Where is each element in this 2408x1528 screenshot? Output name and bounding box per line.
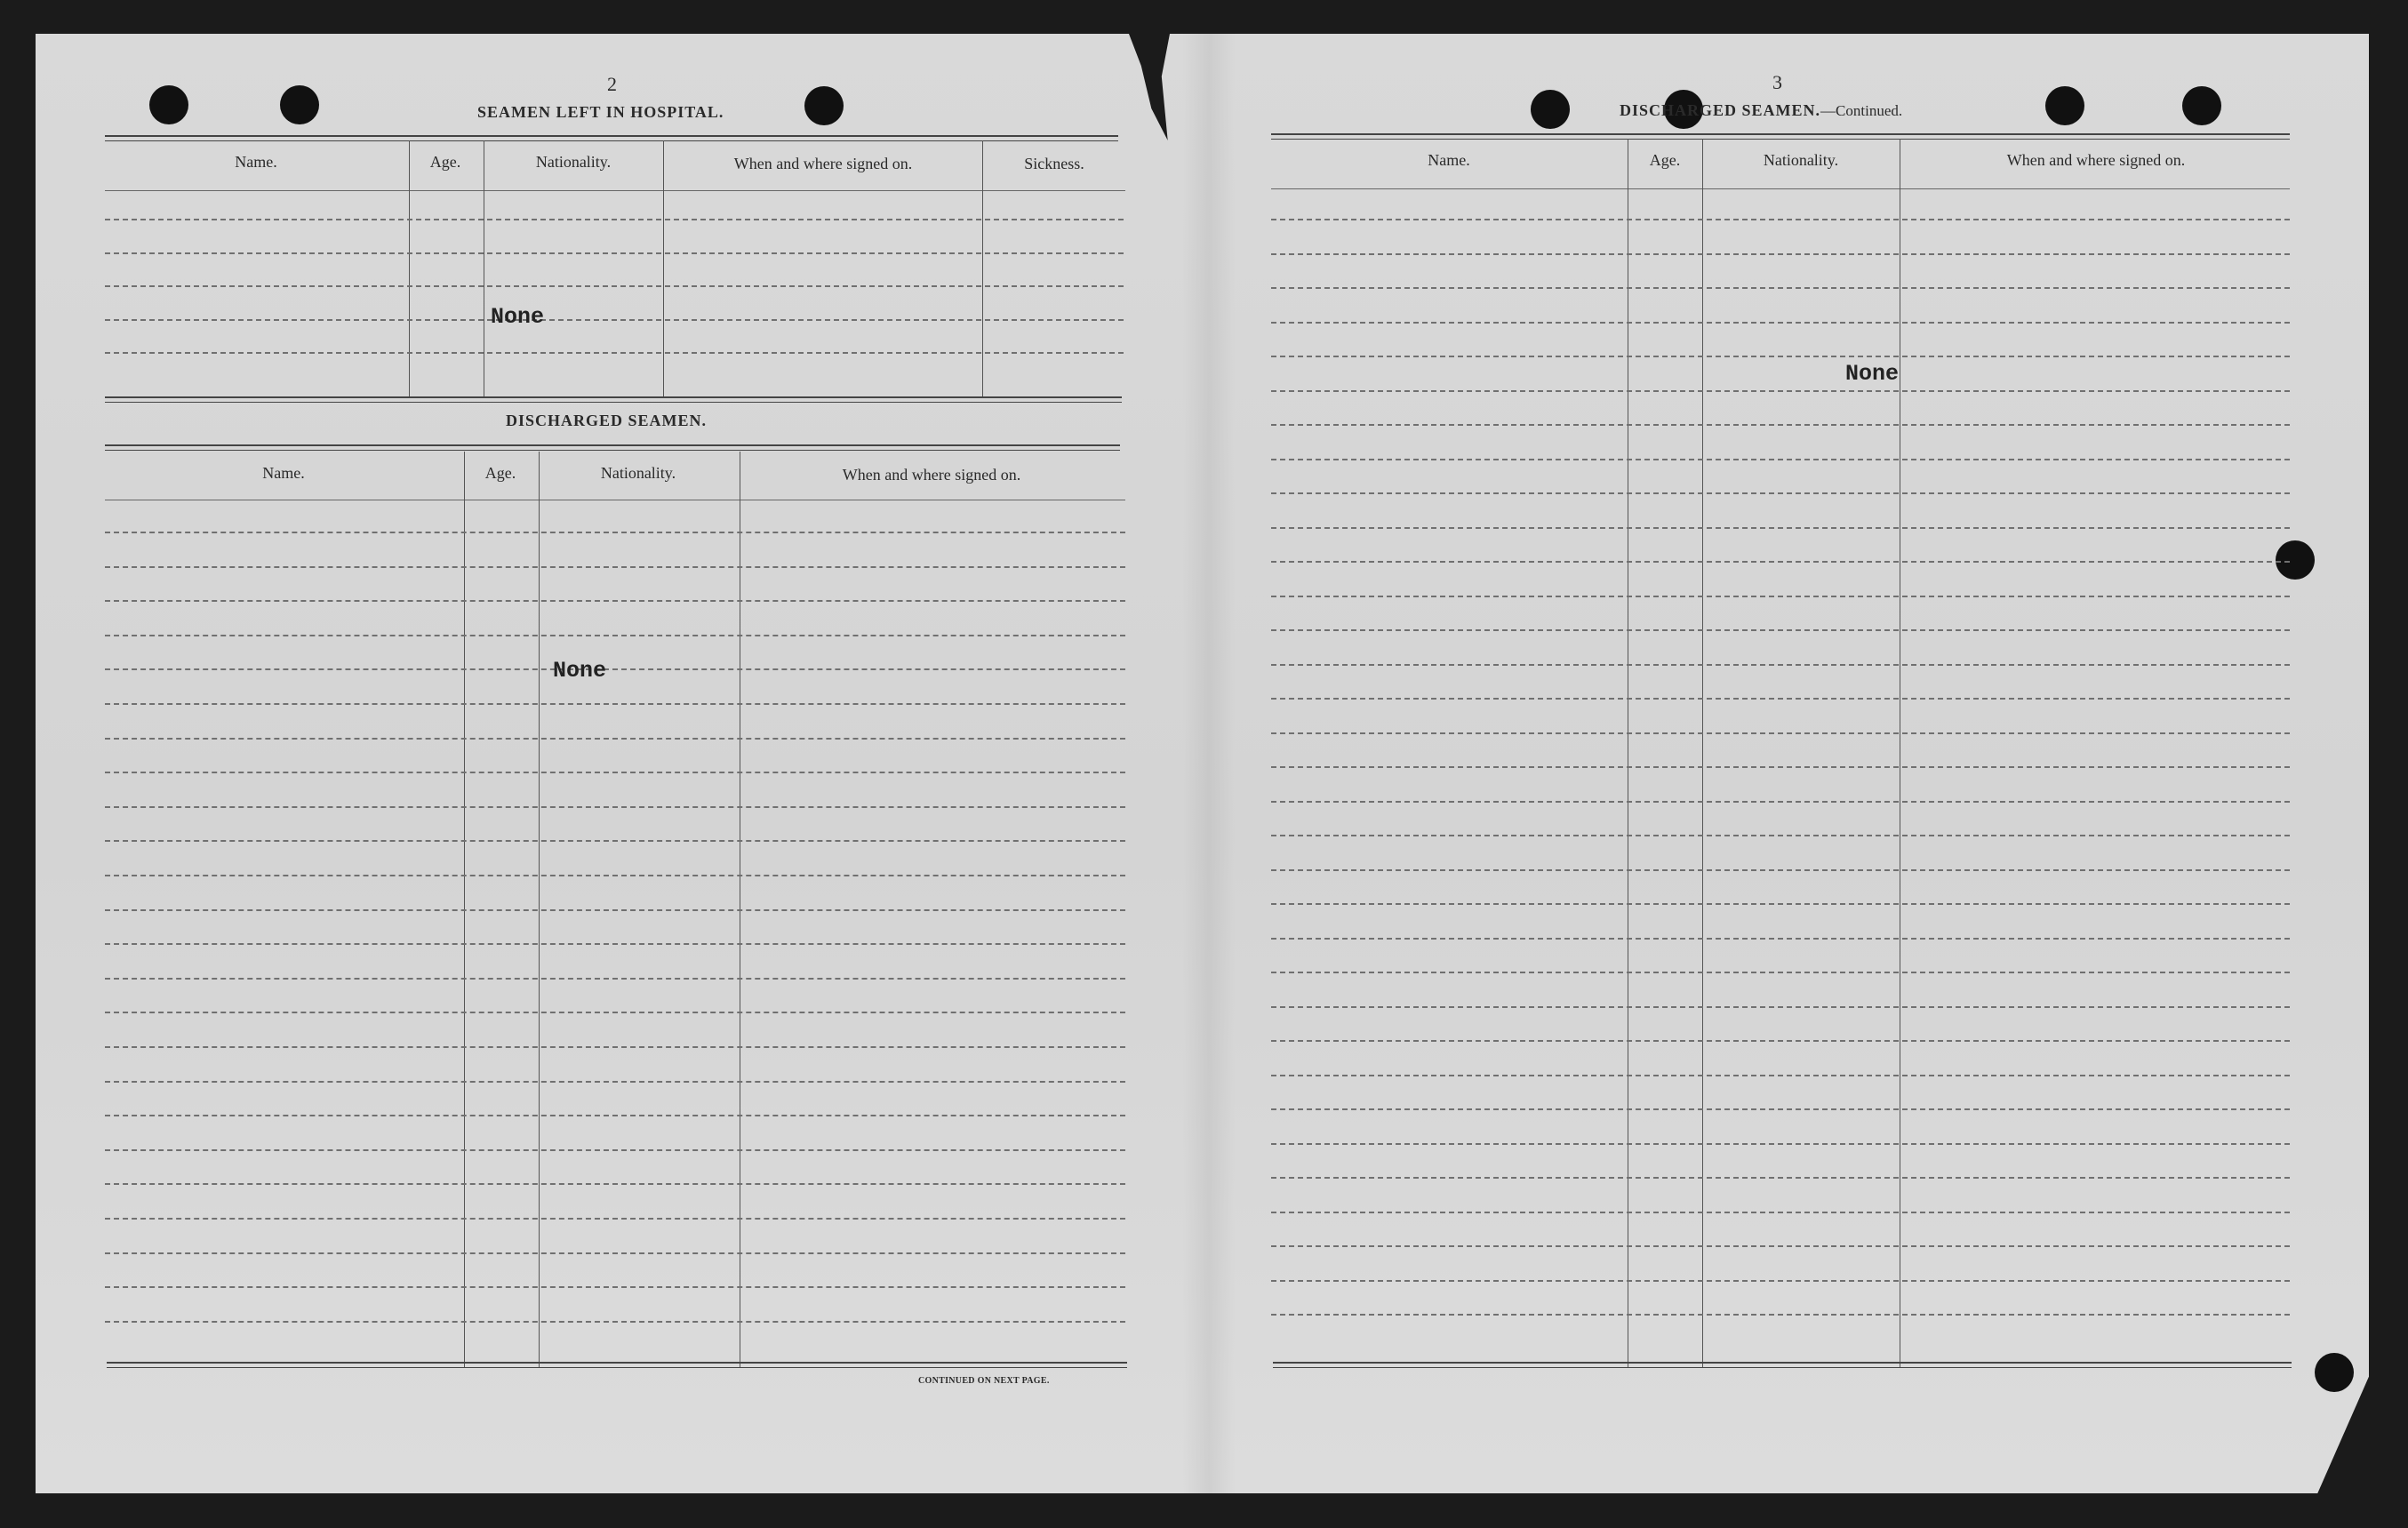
column-divider [663,140,664,398]
ruled-line [1271,1212,2290,1213]
ruled-line [1271,972,2290,973]
ruled-line [105,668,1125,670]
ruled-line [105,875,1125,876]
continued-note: CONTINUED ON NEXT PAGE. [918,1376,1050,1386]
right-col-age: Age. [1649,151,1681,169]
hospital-col-age: Age. [429,153,461,171]
ruled-line [105,285,1124,287]
ruled-line [105,1252,1125,1254]
ruled-line [1271,596,2290,597]
ruled-line [1271,459,2290,460]
ruled-line [1271,1143,2290,1145]
right-col-name: Name. [1428,151,1470,169]
ruled-line [105,635,1125,636]
ruled-line [105,219,1124,220]
continued-section-title [1620,101,1902,120]
right-col-nationality: Nationality. [1763,151,1839,169]
ruled-line [1271,732,2290,734]
ruled-line [1271,629,2290,631]
ruled-line [105,772,1125,773]
ruled-line [105,1218,1125,1220]
ruled-line [1271,1006,2290,1008]
page-fold [1182,34,1236,1493]
hospital-col-name: Name. [235,153,277,171]
punch-hole [2182,86,2221,125]
continued-title-text: DISCHARGED SEAMEN. [1620,101,1821,119]
hospital-col-sickness: Sickness. [1024,155,1084,172]
ruled-line [1271,561,2290,563]
ruled-line [1271,424,2290,426]
hospital-section-title: SEAMEN LEFT IN HOSPITAL. [477,103,724,121]
discharged-col-name: Name. [262,464,305,482]
ruled-line [105,703,1125,705]
ruled-line [1271,390,2290,392]
punch-hole [804,86,844,125]
ruled-line [105,1012,1125,1013]
column-divider [409,140,410,398]
hospital-none-entry: None [491,304,545,330]
ruled-line [1271,287,2290,289]
discharged-bottom-border [107,1362,1127,1368]
ruled-line [1271,219,2290,220]
hospital-col-nationality: Nationality. [535,153,612,171]
ruled-line [105,600,1125,602]
ruled-line [1271,527,2290,529]
hospital-col-signed-on: When and where signed on. [733,155,913,172]
ruled-line [105,1183,1125,1185]
ruled-line [1271,698,2290,700]
ruled-line [105,806,1125,808]
ruled-line [1271,1040,2290,1042]
right-col-signed-on: When and where signed on. [2006,151,2186,169]
right-bottom-border [1273,1362,2292,1368]
punch-hole [2315,1353,2354,1392]
ruled-line [1271,1280,2290,1282]
right-header-underline [1271,188,2290,189]
ruled-line [105,978,1125,980]
left-page-number: 2 [607,73,617,95]
ruled-line [1271,1075,2290,1076]
discharged-col-age: Age. [484,464,516,482]
right-top-border [1271,133,2290,140]
ruled-line [105,943,1125,945]
ruled-line [105,1115,1125,1116]
ruled-line [105,1321,1125,1323]
ruled-line [1271,903,2290,905]
discharged-none-entry: None [553,658,607,684]
ruled-line [105,532,1125,533]
column-divider [982,140,983,398]
ruled-line [105,1149,1125,1151]
ruled-line [1271,801,2290,803]
punch-hole [2276,540,2315,580]
right-none-entry: None [1845,361,1900,387]
punch-hole [1531,90,1570,129]
ruled-line [1271,1245,2290,1247]
discharged-col-nationality: Nationality. [600,464,676,482]
ruled-line [1271,492,2290,494]
right-page-number: 3 [1772,71,1782,93]
ruled-line [1271,835,2290,836]
ruled-line [1271,253,2290,255]
ruled-line [105,352,1124,354]
ruled-line [105,738,1125,740]
hospital-bottom-border [105,396,1122,403]
ruled-line [105,566,1125,568]
discharged-col-signed-on: When and where signed on. [842,466,1021,484]
ruled-line [1271,1314,2290,1316]
ruled-line [105,252,1124,254]
ruled-line [1271,322,2290,324]
ruled-line [1271,938,2290,940]
ruled-line [1271,869,2290,871]
discharged-top-border [105,444,1120,451]
ruled-line [1271,766,2290,768]
ruled-line [105,1081,1125,1083]
ruled-line [1271,1177,2290,1179]
ruled-line [1271,1108,2290,1110]
discharged-section-title: DISCHARGED SEAMEN. [506,412,708,429]
punch-hole [149,85,188,124]
punch-hole [2045,86,2084,125]
ruled-line [105,840,1125,842]
hospital-header-underline [105,190,1125,191]
ruled-line [105,1286,1125,1288]
punch-hole [280,85,319,124]
ruled-line [105,319,1124,321]
ruled-line [105,909,1125,911]
hospital-top-border [105,135,1118,141]
ruled-line [105,1046,1125,1048]
ruled-line [1271,356,2290,357]
ruled-line [1271,664,2290,666]
continued-title-suffix: —Continued. [1820,102,1903,119]
